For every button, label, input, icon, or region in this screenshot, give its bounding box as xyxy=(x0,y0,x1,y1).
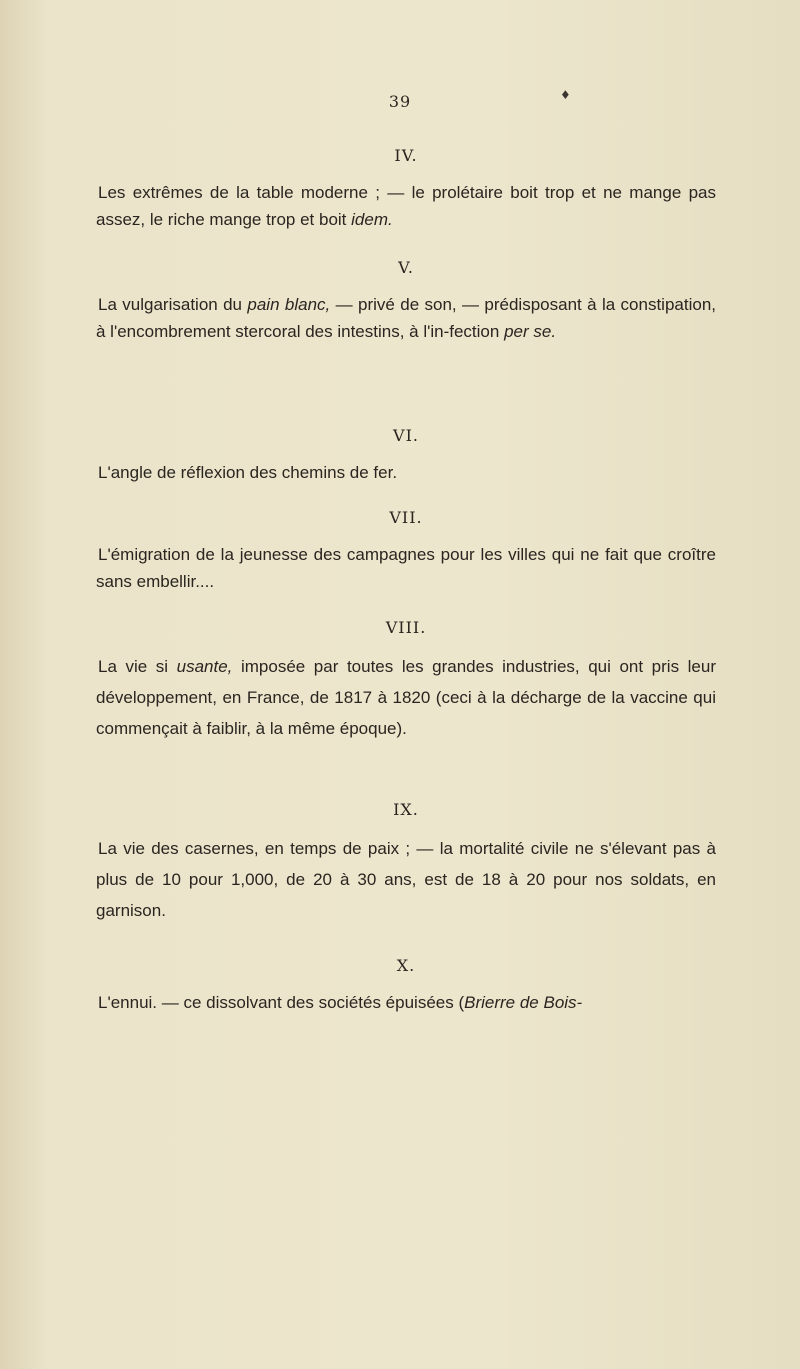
section-numeral: VII. xyxy=(389,508,423,527)
text-run: La vulgarisation du xyxy=(98,295,248,314)
italic-text: idem. xyxy=(351,210,393,229)
section-text: L'émigration de la jeunesse des campagnes pour les villes qui ne fait que croître sans embellir.... xyxy=(96,545,716,591)
section-numeral: IX. xyxy=(393,800,419,819)
section-numeral: V. xyxy=(398,258,414,277)
section-numeral: VIII. xyxy=(385,618,427,637)
page-number: 39 xyxy=(388,92,412,111)
text-line: Les extrêmes de la table moderne ; — le prolétaire boit trop et xyxy=(98,183,596,202)
italic-text: usante, xyxy=(176,657,233,676)
section-numeral: X. xyxy=(396,956,416,975)
section-vii xyxy=(96,508,716,595)
section-text xyxy=(96,989,716,1016)
section-ix xyxy=(96,800,716,926)
text-line: ne mange pas assez, le riche mange trop et boit xyxy=(96,183,716,229)
ink-mark: ♦ xyxy=(560,88,571,102)
section-iv xyxy=(96,146,716,233)
text-run: imposée par toutes les grandes industries, qui ont pris leur développement, en France, de 1817 à 1820 (ceci à la décharge de la vaccine qui commençait à faiblir, à la même époque). xyxy=(96,657,716,738)
section-viii xyxy=(96,618,716,744)
italic-text: pain blanc, xyxy=(247,295,331,314)
text-run: La vie si xyxy=(98,657,177,676)
section-text: L'angle de réflexion des chemins de fer. xyxy=(98,463,398,482)
text-run: L'ennui. — ce dissolvant des sociétés épuisées ( xyxy=(98,993,465,1012)
text-run: — privé de son, — prédisposant à la constipation, à l'encombrement stercoral des intestins, à l'in-fection xyxy=(96,295,716,341)
section-v xyxy=(96,258,716,345)
section-numeral: IV. xyxy=(394,146,418,165)
section-text xyxy=(96,651,716,744)
section-text xyxy=(96,291,716,345)
section-vi xyxy=(96,426,716,486)
italic-text: Brierre de Bois- xyxy=(464,993,583,1012)
italic-text: per se. xyxy=(504,322,557,341)
section-text xyxy=(96,179,716,233)
section-text: La vie des casernes, en temps de paix ; — la mortalité civile ne s'élevant pas à plus de 10 pour 1,000, de 20 à 30 ans, est de 18 à 20 pour nos soldats, en garnison. xyxy=(96,839,716,920)
section-x xyxy=(96,956,716,1016)
section-numeral: VI. xyxy=(393,426,419,445)
